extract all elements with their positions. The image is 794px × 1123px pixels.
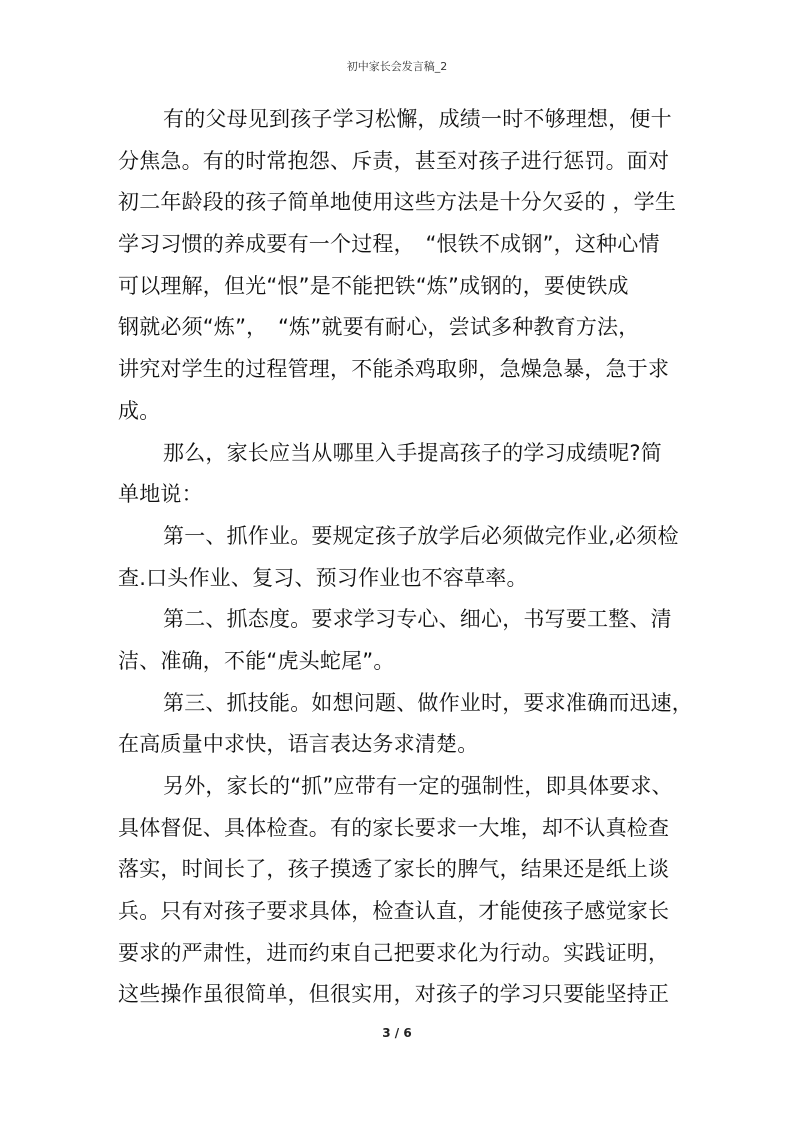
body-line: 落实，时间长了，孩子摸透了家长的脾气，结果还是纸上谈	[118, 857, 670, 882]
body-line: 要求的严肃性，进而约束自己把要求化为行动。实践证明，	[118, 940, 670, 965]
page-number: 3 / 6	[382, 1026, 412, 1040]
body-line: 第一、抓作业。要规定孩子放学后必须做完作业,必须检	[163, 523, 679, 548]
page-header-title: 初中家长会发言稿_2	[346, 60, 448, 73]
document-body	[118, 99, 693, 1016]
body-line: 讲究对学生的过程管理，不能杀鸡取卵，急燥急暴，急于求	[118, 357, 670, 382]
body-line: 单地说：	[118, 482, 203, 507]
body-line: 成。	[118, 398, 161, 423]
body-line: 初二年龄段的孩子简单地使用这些方法是十分欠妥的 ，学生	[118, 190, 677, 215]
body-line: 第三、抓技能。如想问题、做作业时，要求准确而迅速，	[163, 690, 693, 715]
body-line: 第二、抓态度。要求学习专心、细心，书写要工整、清	[163, 607, 672, 632]
body-line: 兵。只有对孩子要求具体，检查认直，才能使孩子感觉家长	[118, 899, 670, 924]
body-line: 具体督促、具体检查。有的家长要求一大堆，却不认真检查	[118, 815, 670, 840]
body-line: 另外，家长的“抓”应带有一定的强制性，即具体要求、	[163, 774, 673, 798]
body-line: 可以理解，但光“恨”是不能把铁“炼”成钢的，要使铁成	[118, 273, 629, 298]
body-line: 那么，家长应当从哪里入手提高孩子的学习成绩呢?简	[163, 440, 662, 465]
body-line: 洁、准确，不能“虎头蛇尾”。	[118, 648, 395, 673]
body-line: 这些操作虽很简单，但很实用，对孩子的学习只要能坚持正	[118, 982, 670, 1007]
body-line: 学习习惯的养成要有一个过程， “恨铁不成钢”，这种心情	[118, 232, 660, 257]
body-line: 有的父母见到孩子学习松懈，成绩一时不够理想，便十	[163, 107, 672, 131]
body-line: 分焦急。有的时常抱怨、斥责，甚至对孩子进行惩罚。面对	[118, 148, 670, 173]
body-line: 查.口头作业、复习、预习作业也不容草率。	[118, 565, 528, 590]
body-line: 钢就必须“炼”， “炼”就要有耐心，尝试多种教育方法，	[118, 315, 640, 340]
body-line: 在高质量中求快，语言表达务求清楚。	[118, 732, 479, 757]
